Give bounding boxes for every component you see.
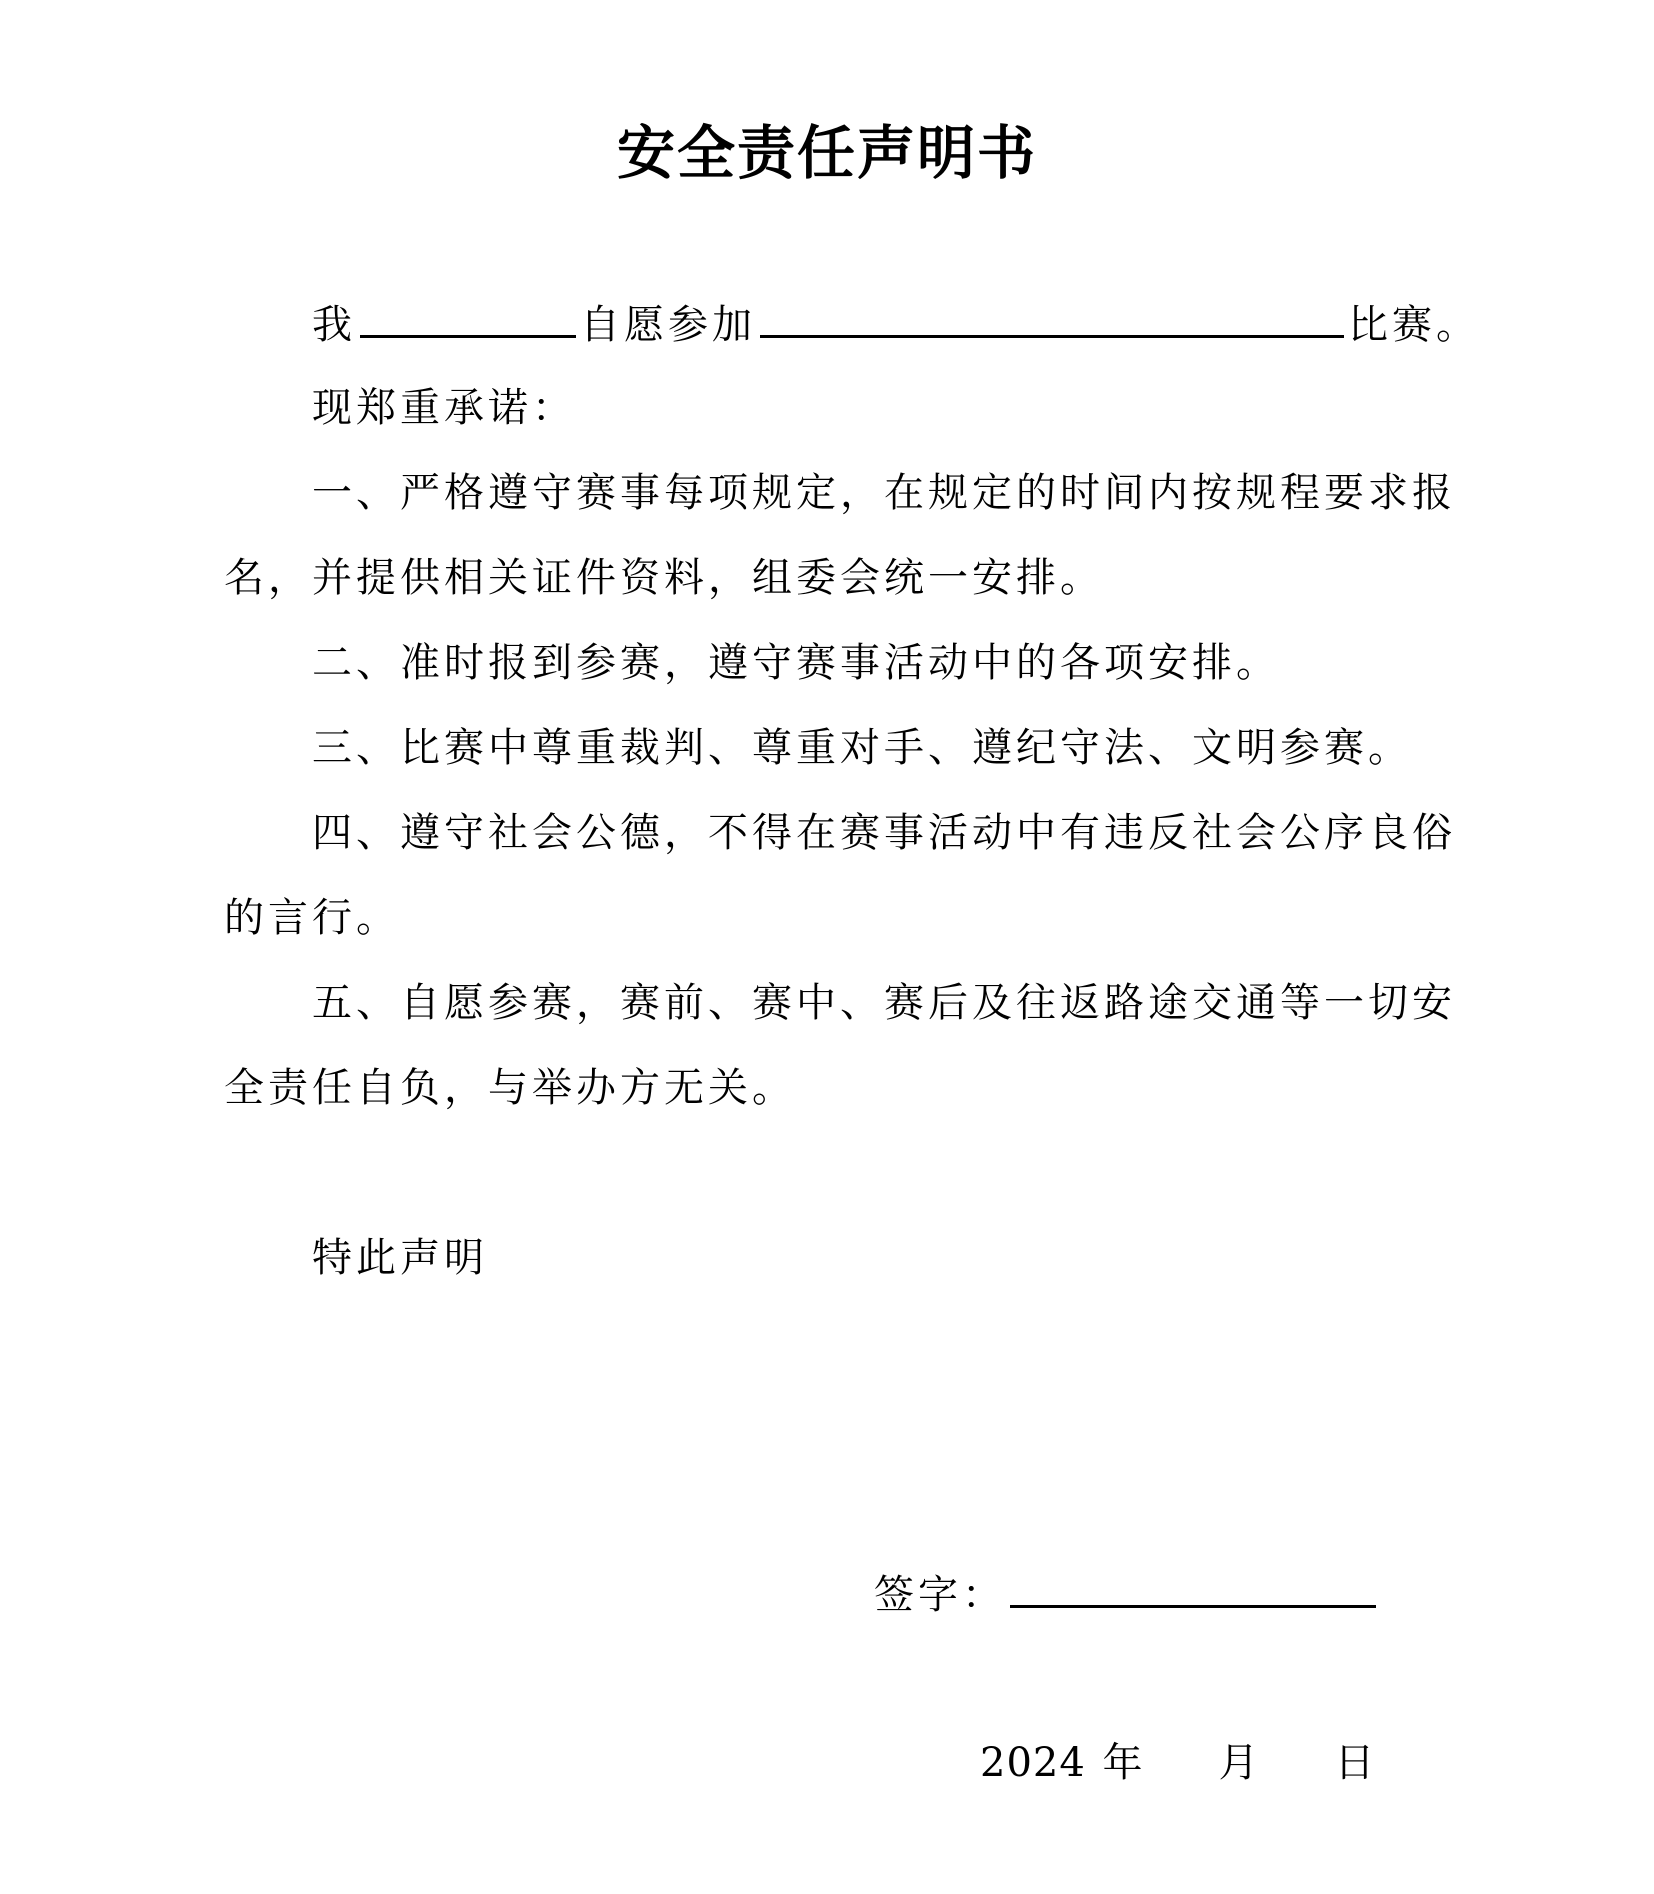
intro-middle: 自愿参加 xyxy=(580,302,756,348)
signature-label: 签字： xyxy=(874,1572,1006,1618)
date-year: 2024 xyxy=(980,1740,1086,1786)
pledge-heading: 现郑重承诺： xyxy=(312,385,576,431)
intro-line xyxy=(312,295,1480,353)
document-title: 安全责任声明书 xyxy=(616,119,1037,187)
date-day-label: 日 xyxy=(1334,1740,1379,1786)
date-month-label: 月 xyxy=(1218,1740,1263,1786)
signature-blank-field[interactable] xyxy=(1010,1565,1376,1608)
date-line xyxy=(980,1735,1379,1791)
item-1-line-2: 名，并提供相关证件资料，组委会统一安排。 xyxy=(224,555,1104,601)
item-1-line-1: 一、严格遵守赛事每项规定，在规定的时间内按规程要求报 xyxy=(312,470,1456,516)
intro-prefix: 我 xyxy=(312,302,356,348)
item-3-line-1: 三、比赛中尊重裁判、尊重对手、遵纪守法、文明参赛。 xyxy=(312,725,1412,771)
item-5-line-2: 全责任自负，与举办方无关。 xyxy=(224,1065,796,1111)
item-2-line-1: 二、准时报到参赛，遵守赛事活动中的各项安排。 xyxy=(312,640,1280,686)
competition-blank-field[interactable] xyxy=(760,295,1344,338)
item-4-line-2: 的言行。 xyxy=(224,895,400,941)
name-blank-field[interactable] xyxy=(360,295,576,338)
intro-suffix: 比赛。 xyxy=(1348,302,1480,348)
signature-line xyxy=(874,1565,1380,1623)
date-year-label: 年 xyxy=(1102,1740,1147,1786)
item-5-line-1: 五、自愿参赛，赛前、赛中、赛后及往返路途交通等一切安 xyxy=(312,980,1456,1026)
item-4-line-1: 四、遵守社会公德，不得在赛事活动中有违反社会公序良俗 xyxy=(312,810,1456,856)
closing-statement: 特此声明 xyxy=(312,1235,488,1281)
